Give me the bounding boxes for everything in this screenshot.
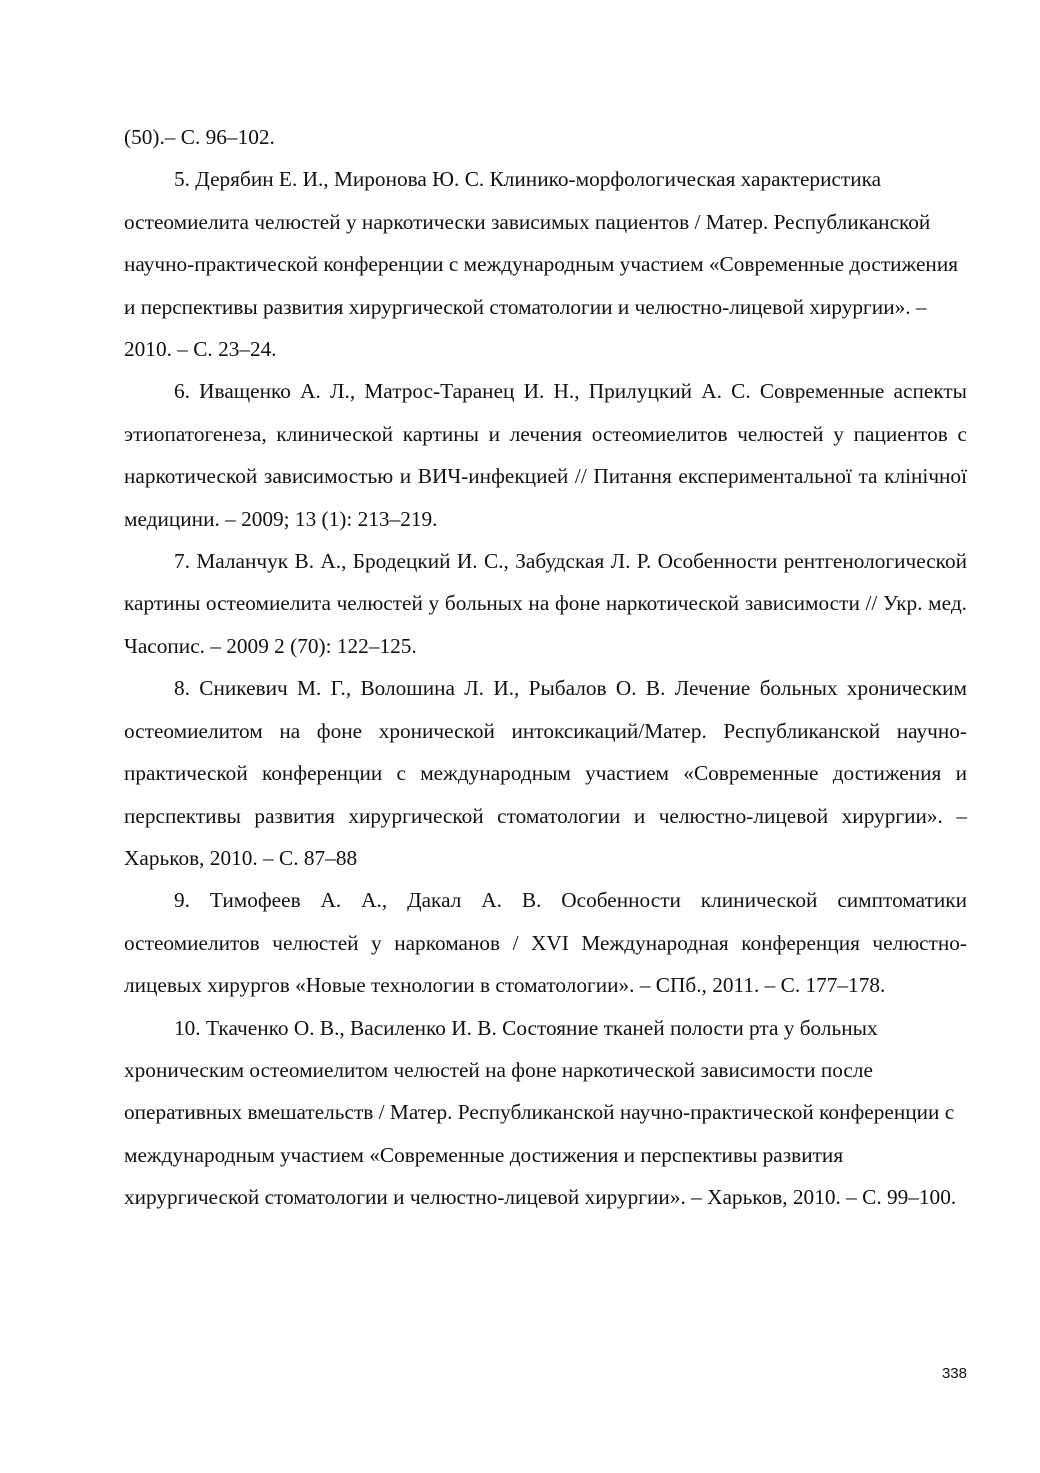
reference-list [124,116,967,1219]
reference-item-7: 7. Маланчук В. А., Бродецкий И. С., Забудская Л. Р. Особенности рентгенологической картины остеомиелита челюстей у больных на фоне наркотической зависимости // Укр. мед. Часопис. – 2009 2 (70): 122–125. [124,549,967,658]
reference-item-9: 9. Тимофеев А. А., Дакал А. В. Особенности клинической симптоматики остеомиелитов челюстей у наркоманов / XVI Международная конференция челюстно-лицевых хирургов «Новые технологии в стоматологии». – СПб., 2011. – С. 177–178. [124,888,967,998]
reference-item-6: 6. Иващенко А. Л., Матрос-Таранец И. Н., Прилуцкий А. С. Современные аспекты этиопатогенеза, клинической картины и лечения остеомиелитов челюстей у пациентов с наркотической зависимостью и ВИЧ-инфекцией // Питання експериментальної та клінічної медицини. – 2009; 13 (1): 213–219. [124,379,967,531]
reference-item-8: 8. Сникевич М. Г., Волошина Л. И., Рыбалов О. В. Лечение больных хроническим остеомиелитом на фоне хронической интоксикаций/Матер. Республиканской научно-практической конференции с международным участием «Современные достижения и перспективы развития хирургической стоматологии и челюстно-лицевой хирургии». – Харьков, 2010. – С. 87–88 [124,676,967,870]
reference-item-10: 10. Ткаченко О. В., Василенко И. В. Состояние тканей полости рта у больных хроническим остеомиелитом челюстей на фоне наркотической зависимости после оперативных вмешательств / Матер. Республиканской научно-практической конференции с международным участием «Современные достижения и перспективы развития хирургической стоматологии и челюстно-лицевой хирургии». – Харьков, 2010. – С. 99–100. [124,1015,957,1210]
page-number: 338 [941,1365,967,1382]
reference-item-5: 5. Дерябин Е. И., Миронова Ю. С. Клинико-морфологическая характеристика остеомиелита челюстей у наркотически зависимых пациентов / Матер. Республиканской научно-практической конференции с международным участием «Современные достижения и перспективы развития хирургической стоматологии и челюстно-лицевой хирургии». – 2010. – С. 23–24. [124,167,959,362]
reference-continuation: (50).– С. 96–102. [124,125,275,149]
